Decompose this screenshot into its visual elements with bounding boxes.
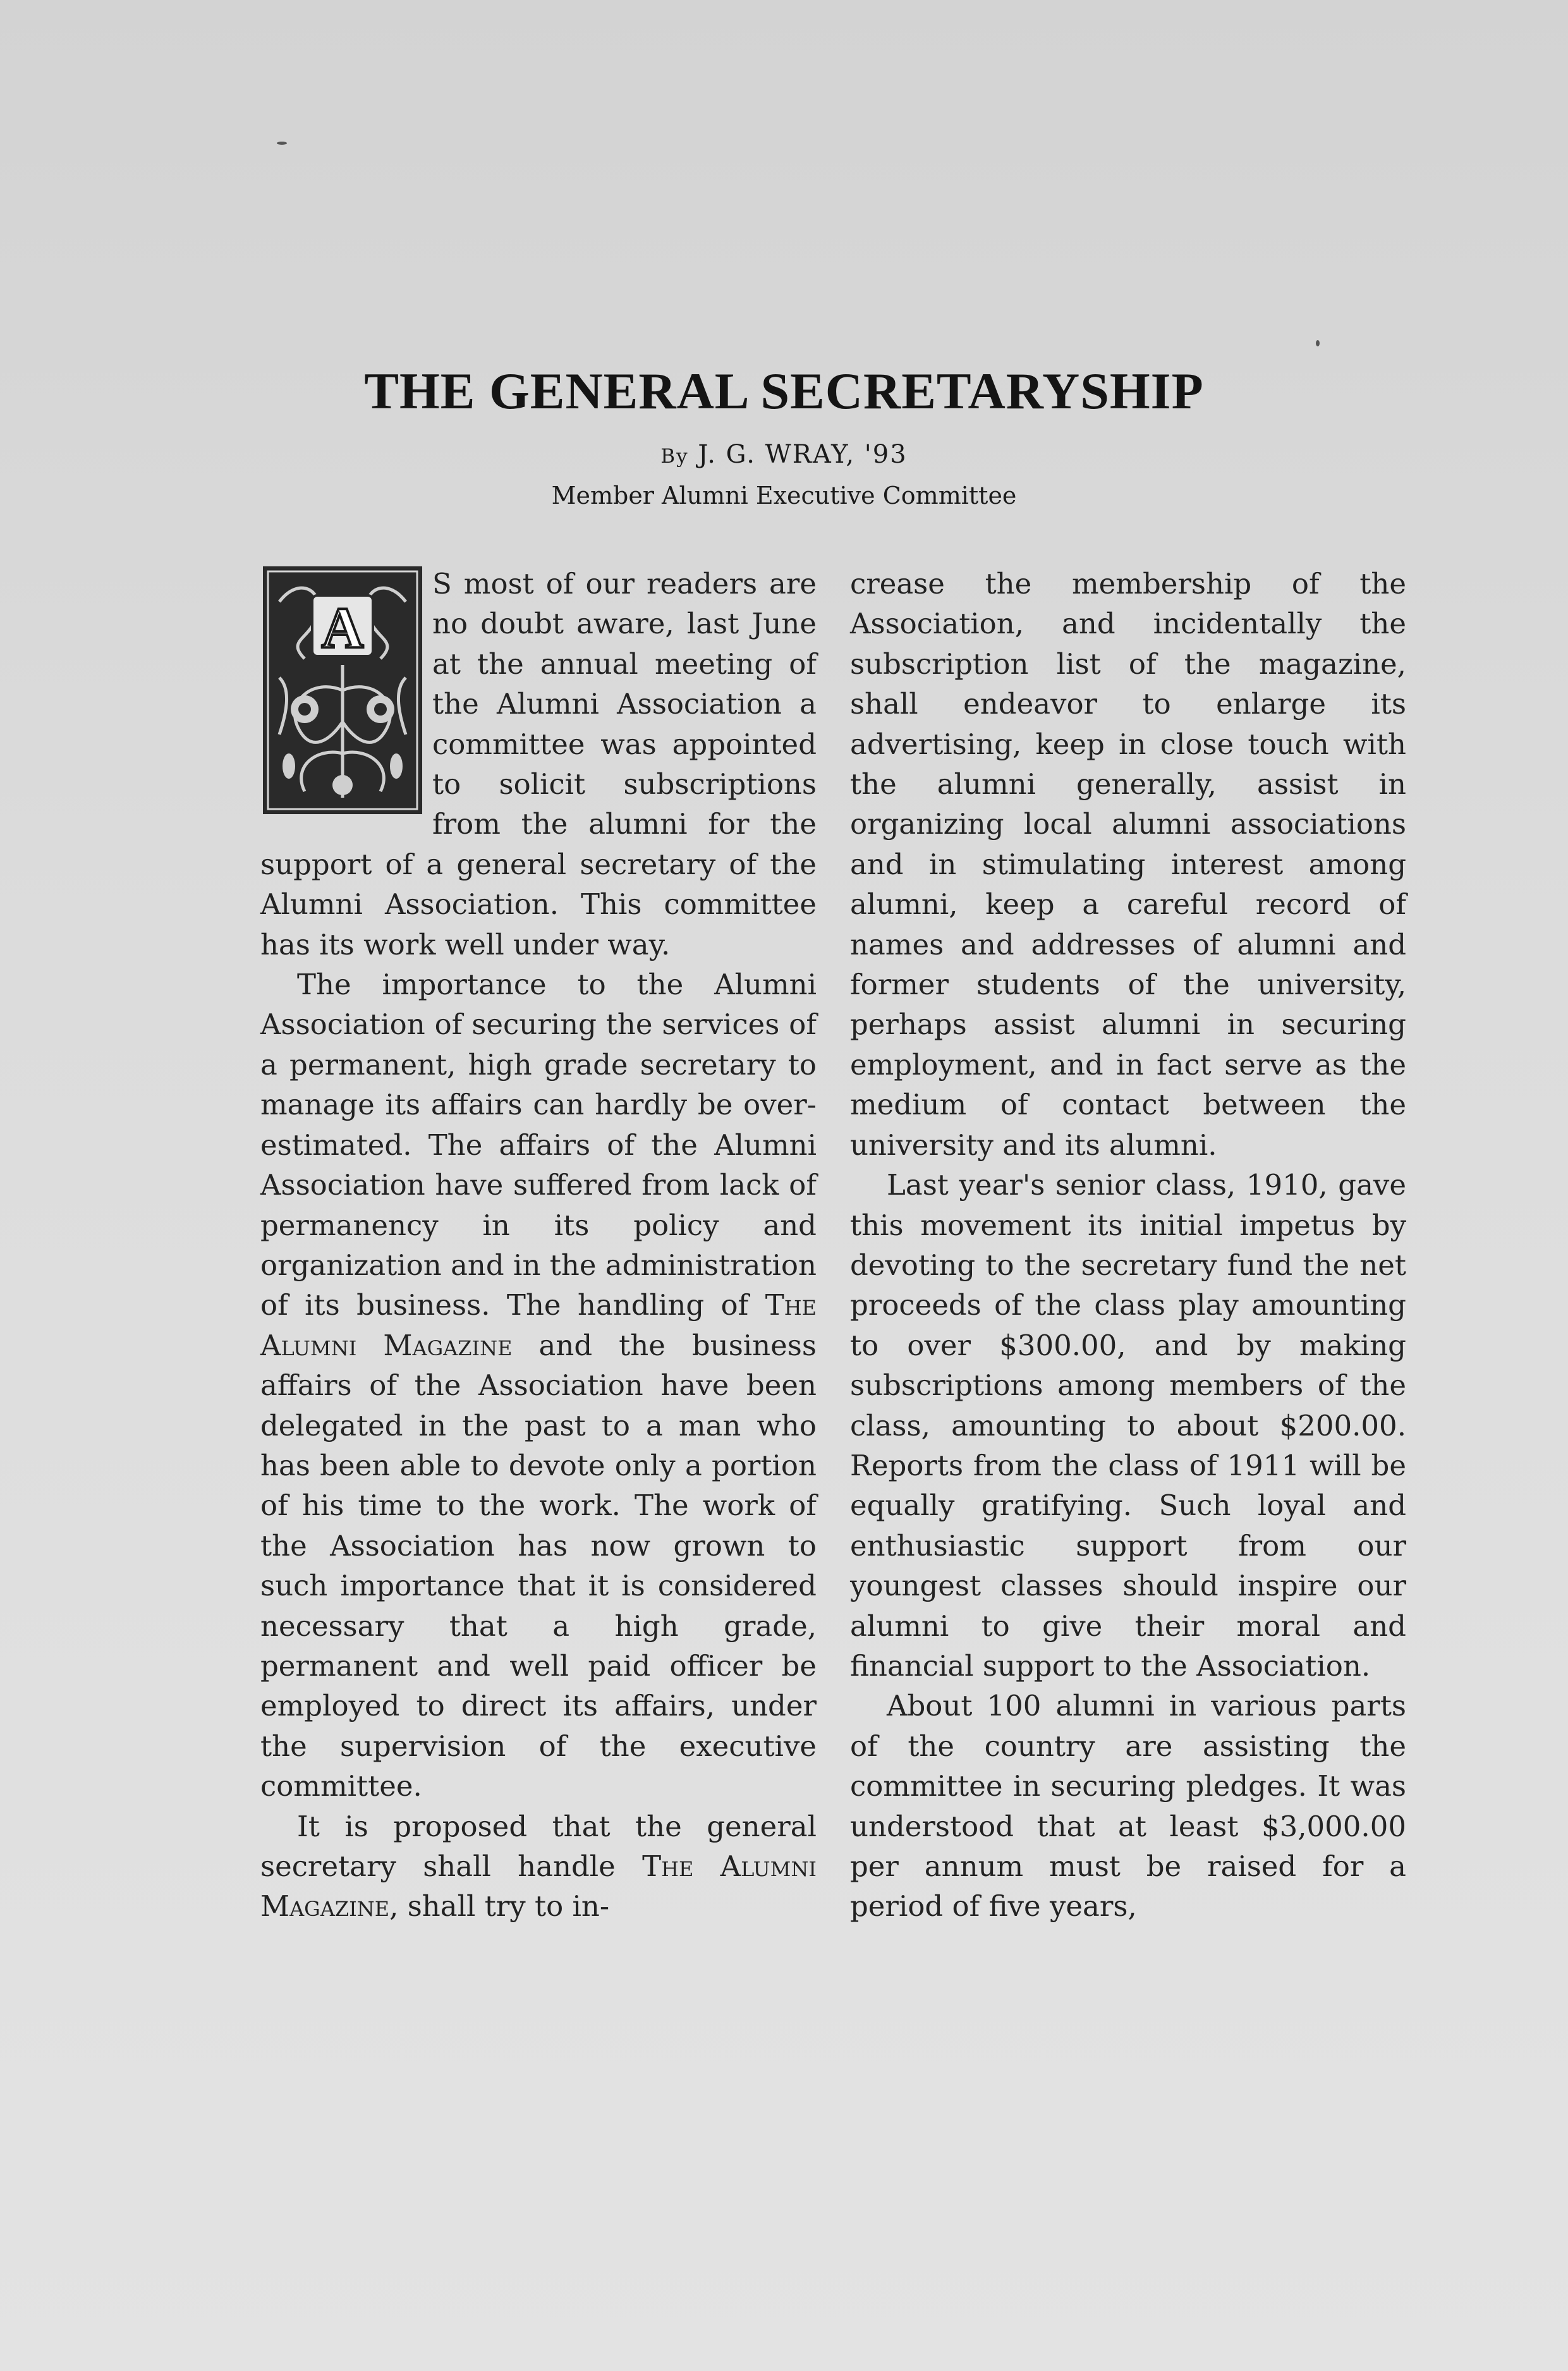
article-title: THE GENERAL SECRETARYSHIP <box>364 362 1204 420</box>
byline-prefix: By <box>660 445 689 468</box>
paragraph-6: About 100 alumni in various parts of the country are assisting the committee in securing pledges. It was understood that at least $3,000.00 per annum must be raised for a period of five years, <box>850 1689 1406 1923</box>
author-affiliation: Member Alumni Executive Committee <box>551 482 1017 509</box>
paragraph-2-text-b: and the business affairs of the Association have been delegated in the past to a man who has been able to devote only a portion of his time to the work. The work of the Association has now grown to such importance that it is considered necessary that a high grade, permanent and well paid officer be employed to direct its affairs, under the supervision of the executive committee. <box>260 1328 817 1803</box>
paragraph-2 <box>260 965 817 1807</box>
dropcap-drawing <box>260 564 425 817</box>
paragraph-1: S most of our readers are no doubt aware, last June at the annual meeting of the Alumni Association a committee was appointed to solicit subscriptions from the alumni for the support of a general secretary of the Alumni Association. This committee has its work well under way. <box>260 567 817 961</box>
byline <box>0 440 1568 469</box>
magazine-name: The Alumni Magazine <box>260 1288 817 1362</box>
byline-author: J. G. WRAY, '93 <box>698 440 908 469</box>
paragraph-5: Last year's senior class, 1910, gave this movement its initial impetus by devoting to the secretary fund the net proceeds of the class play amounting to over $300.00, and by making subscriptions among members of the class, amounting to about $200.00. Reports from the class of 1911 will be equally gratifying. Such loyal and enthusiastic support from our youngest classes should inspire our alumni to give their moral and financial support to the Association. <box>850 1168 1406 1683</box>
paragraph-3-text-b: , shall try to in- <box>389 1889 610 1923</box>
ornamental-initial-a-icon <box>260 564 425 817</box>
paragraph-3-text-a: It is proposed that the general secretary shall handle <box>260 1809 817 1883</box>
paragraph-4: crease the membership of the Association, and incidentally the subscription list of the magazine, shall endeavor to enlarge its advertising, keep in close touch with the alumni generally, assist in organizing local alumni associations and in stimulating interest among alumni, keep a careful record of names and addresses of alumni and former students of the university, perhaps assist alumni in securing employment, and in fact serve as the medium of contact between the university and its alumni. <box>850 567 1406 1162</box>
paragraph-2-text-a: The importance to the Alumni Association of securing the services of a permanent, high grade secretary to manage its affairs can hardly be over-estimated. The affairs of the Alumni Association have suffered from lack of permanency in its policy and organization and in the administration of its business. The handling of <box>260 968 817 1322</box>
paper-speck <box>277 142 287 145</box>
paragraph-3 <box>260 1807 817 1927</box>
left-column <box>260 564 817 1927</box>
right-column <box>850 564 1406 1927</box>
dropcap-letter: A <box>321 595 364 660</box>
magazine-name-2: The Alumni Magazine <box>260 1850 817 1923</box>
paper-speck <box>1316 340 1320 346</box>
